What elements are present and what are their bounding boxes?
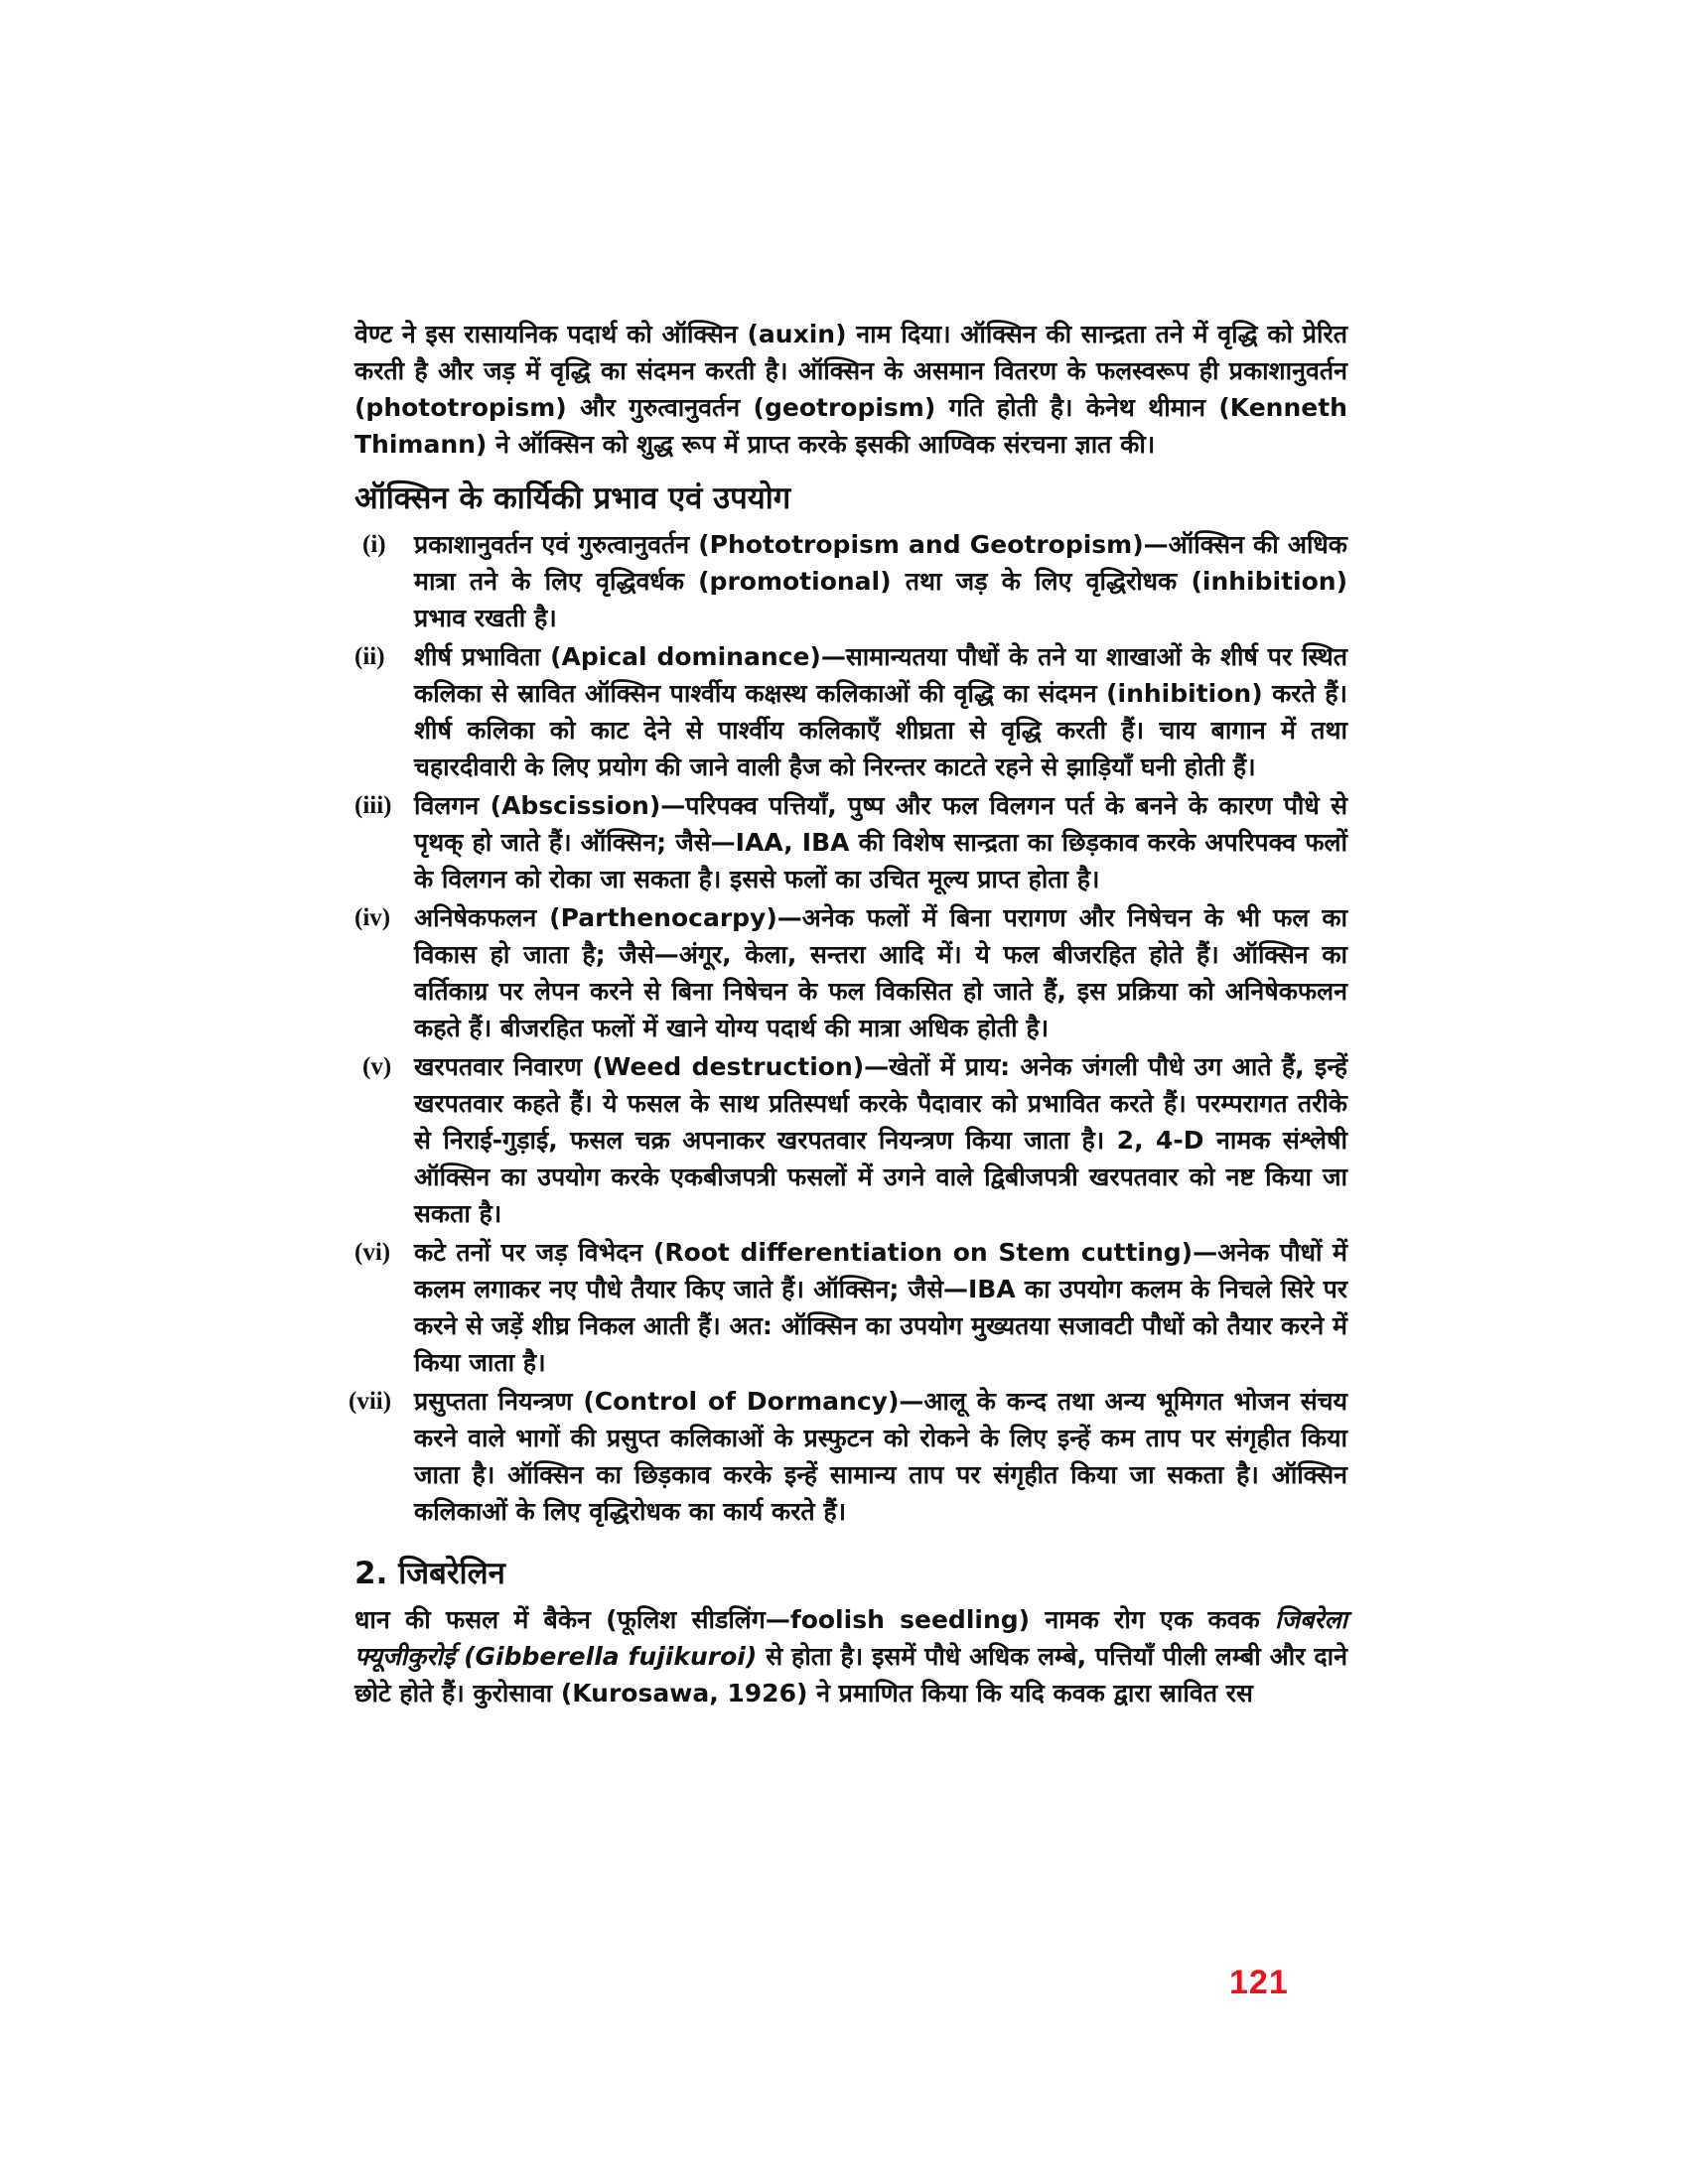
item-term: अनिषेकफलन (Parthenocarpy) <box>414 903 777 932</box>
item-number: (vii) <box>349 1388 392 1415</box>
item-number: (iv) <box>354 904 391 931</box>
list-item-root-differentiation <box>354 1234 1347 1381</box>
gibberellin-paragraph <box>354 1601 1347 1711</box>
item-text: —आलू के कन्द तथा अन्य भूमिगत भोजन संचय करने वाले भागों की प्रसुप्त कलिकाओं के प्रस्फुटन को रोकने के लिए इन्हें कम ताप पर संगृहीत किया जाता है। ऑक्सिन का छिड़काव करके इन्हें सामान्य ताप पर संगृहीत किया जा सकता है। ऑक्सिन कलिकाओं के लिए वृद्धिरोधक का कार्य करते हैं। <box>414 1387 1347 1526</box>
list-item-parthenocarpy <box>354 899 1347 1046</box>
item-text: —खेतों में प्राय: अनेक जंगली पौधे उग आते हैं, इन्हें खरपतवार कहते हैं। ये फसल के साथ प्रतिस्पर्धा करके पैदावार को प्रभावित करते हैं। परम्परागत तरीके से निराई-गुड़ाई, फसल चक्र अपनाकर खरपतवार नियन्त्रण किया जाता है। 2, 4-D नामक संश्लेषी ऑक्सिन का उपयोग करके एकबीजपत्री फसलों में उगने वाले द्विबीजपत्री खरपतवार को नष्ट किया जा सकता है। <box>414 1052 1347 1228</box>
document-page <box>349 316 1347 1725</box>
scientific-name: जिबरेला फ्यूजीकुरोई (Gibberella fujikuroi) <box>354 1605 1347 1671</box>
item-text: —सामान्यतया पौधों के तने या शाखाओं के शीर्ष पर स्थित कलिका से स्रावित ऑक्सिन पार्श्वीय कक्षस्थ कलिकाओं की वृद्धि का संदमन (inhibition) करते हैं। शीर्ष कलिका को काट देने से पार्श्वीय कलिकाएँ शीघ्रता से वृद्धि करती हैं। चाय बागान में तथा चहारदीवारी के लिए प्रयोग की जाने वाली हैज को निरन्तर काटते रहने से झाड़ियाँ घनी होती हैं। <box>414 642 1347 781</box>
auxin-effects-list <box>349 526 1347 1530</box>
item-term: शीर्ष प्रभाविता (Apical dominance) <box>414 642 821 671</box>
paragraph-text: धान की फसल में बैकेन (फूलिश सीडलिंग—foolish seedling) नामक रोग एक कवक <box>354 1605 1276 1634</box>
item-number: (iii) <box>354 792 392 819</box>
page-number: 121 <box>1229 1964 1289 2001</box>
item-term: खरपतवार निवारण (Weed destruction) <box>414 1052 865 1081</box>
item-text: —अनेक पौधों में कलम लगाकर नए पौधे तैयार किए जाते हैं। ऑक्सिन; जैसे—IBA का उपयोग कलम के निचले सिरे पर करने से जड़ें शीघ्र निकल आती हैं। अत: ऑक्सिन का उपयोग मुख्यतया सजावटी पौधों को तैयार करने में किया जाता है। <box>414 1238 1347 1377</box>
paragraph-text: से होता है। इसमें पौधे अधिक लम्बे, पत्तियाँ पीली लम्बी और दाने छोटे होते हैं। कुरोसावा (Kurosawa, 1926) ने प्रमाणित किया कि यदि कवक द्वारा स्रावित रस <box>354 1642 1347 1707</box>
item-text: —अनेक फलों में बिना परागण और निषेचन के भी फल का विकास हो जाता है; जैसे—अंगूर, केला, सन्तरा आदि में। ये फल बीजरहित होते हैं। ऑक्सिन का वर्तिकाग्र पर लेपन करने से बिना निषेचन के फल विकसित हो जाते हैं, इस प्रक्रिया को अनिषेकफलन कहते हैं। बीजरहित फलों में खाने योग्य पदार्थ की मात्रा अधिक होती है। <box>414 903 1347 1042</box>
item-term: विलगन (Abscission) <box>414 791 661 820</box>
list-item-apical-dominance <box>354 638 1347 785</box>
item-term: प्रकाशानुवर्तन एवं गुरुत्वानुवर्तन (Phototropism and Geotropism) <box>414 530 1144 559</box>
list-item-phototropism <box>354 526 1347 636</box>
item-number: (v) <box>362 1053 392 1080</box>
item-term: प्रसुप्तता नियन्त्रण (Control of Dormancy) <box>414 1387 900 1416</box>
list-item-abscission <box>354 787 1347 897</box>
section-heading-gibberellin: 2. जिबरेलिन <box>354 1556 505 1591</box>
list-item-weed-destruction <box>354 1048 1347 1232</box>
item-number: (vi) <box>354 1239 391 1266</box>
item-text: —ऑक्सिन की अधिक मात्रा तने के लिए वृद्धिवर्धक (promotional) तथा जड़ के लिए वृद्धिरोधक (inhibition) प्रभाव रखती है। <box>414 530 1347 632</box>
intro-paragraph: वेण्ट ने इस रासायनिक पदार्थ को ऑक्सिन (auxin) नाम दिया। ऑक्सिन की सान्द्रता तने में वृद्धि को प्रेरित करती है और जड़ में वृद्धि का संदमन करती है। ऑक्सिन के असमान वितरण के फलस्वरूप ही प्रकाशानुवर्तन (phototropism) और गुरुत्वानुवर्तन (geotropism) गति होती है। केनेथ थीमान (Kenneth Thimann) ने ऑक्सिन को शुद्ध रूप में प्राप्त करके इसकी आण्विक संरचना ज्ञात की। <box>354 320 1347 459</box>
item-number: (i) <box>362 531 386 558</box>
item-number: (ii) <box>354 643 385 670</box>
item-term: कटे तनों पर जड़ विभेदन (Root differentiation on Stem cutting) <box>414 1238 1194 1267</box>
section-heading-auxin-effects: ऑक्सिन के कार्यिकी प्रभाव एवं उपयोग <box>354 480 791 516</box>
list-item-dormancy-control <box>349 1383 1347 1530</box>
item-text: —परिपक्व पत्तियाँ, पुष्प और फल विलगन पर्त के बनने के कारण पौधे से पृथक् हो जाते हैं। ऑक्सिन; जैसे—IAA, IBA की विशेष सान्द्रता का छिड़काव करके अपरिपक्व फलों के विलगन को रोका जा सकता है। इससे फलों का उचित मूल्य प्राप्त होता है। <box>414 791 1347 893</box>
